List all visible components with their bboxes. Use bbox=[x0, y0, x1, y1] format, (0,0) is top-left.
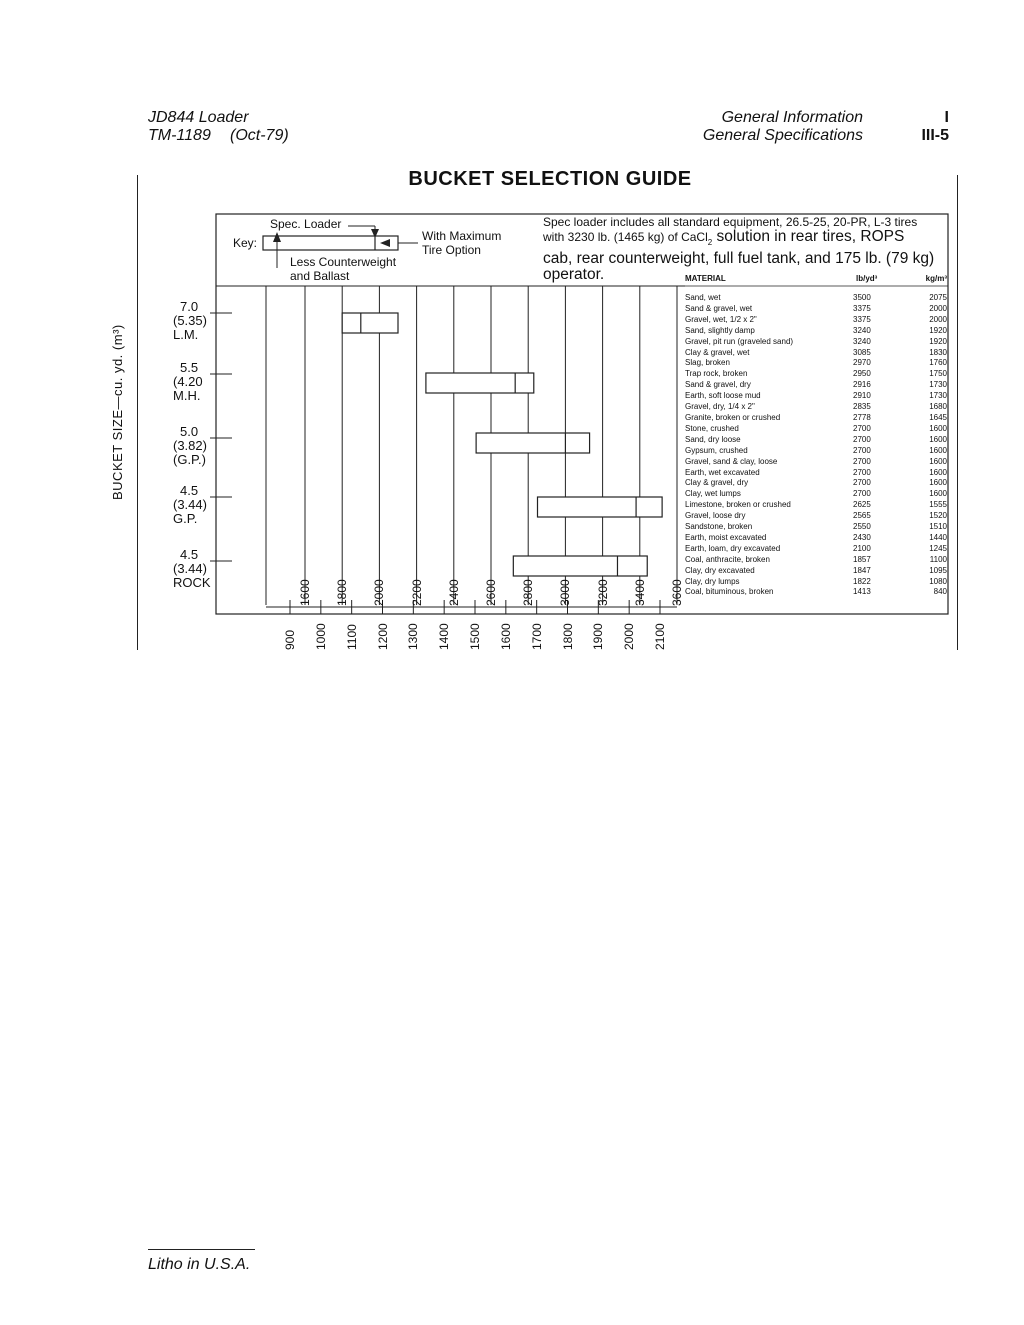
kg-tick-label: 1700 bbox=[529, 623, 544, 650]
material-lb: 1822 bbox=[853, 576, 871, 586]
lb-tick-label: 2000 bbox=[372, 579, 387, 606]
lb-tick-label: 1800 bbox=[335, 579, 350, 606]
bucket-bars bbox=[342, 313, 662, 576]
key-less-counterweight-1: Less Counterweight bbox=[290, 255, 397, 269]
material-name: Clay, dry excavated bbox=[685, 565, 755, 575]
material-lb: 2100 bbox=[853, 543, 871, 553]
material-lb: 2910 bbox=[853, 391, 871, 401]
material-name: Sand, wet bbox=[685, 293, 721, 302]
material-kg: 1600 bbox=[929, 445, 947, 455]
material-name: Clay & gravel, wet bbox=[685, 347, 750, 357]
material-row bbox=[685, 533, 947, 544]
material-kg: 1440 bbox=[929, 532, 947, 542]
y-label-size: 7.0 bbox=[180, 299, 199, 314]
y-axis-title: BUCKET SIZE—cu. yd. (m³) bbox=[110, 324, 125, 500]
material-kg: 1680 bbox=[929, 402, 947, 412]
material-row bbox=[685, 391, 947, 402]
material-row bbox=[685, 413, 947, 424]
material-kg: 1645 bbox=[929, 412, 947, 422]
bucket-bar bbox=[342, 313, 398, 333]
spec-note-line2-rest: solution in rear tires, ROPS bbox=[712, 228, 905, 245]
material-row bbox=[685, 337, 947, 348]
material-row bbox=[685, 402, 947, 413]
material-kg: 1095 bbox=[929, 565, 947, 575]
lb-tick-label: 2800 bbox=[521, 579, 536, 606]
material-row bbox=[685, 500, 947, 511]
material-lb: 2700 bbox=[853, 445, 871, 455]
material-name: Coal, bituminous, broken bbox=[685, 587, 774, 597]
page-number: III-5 bbox=[921, 127, 949, 144]
material-kg: 1830 bbox=[929, 347, 947, 357]
material-lb: 2916 bbox=[853, 380, 871, 390]
material-lb: 2700 bbox=[853, 423, 871, 433]
material-kg: 1600 bbox=[929, 456, 947, 466]
material-name: Granite, broken or crushed bbox=[685, 412, 781, 422]
material-kg: 2000 bbox=[929, 314, 947, 324]
y-label-type: (G.P.) bbox=[173, 452, 206, 467]
material-lb: 2550 bbox=[853, 522, 871, 532]
material-name: Earth, moist excavated bbox=[685, 532, 767, 542]
material-kg: 1730 bbox=[929, 391, 947, 401]
lb-tick-label: 3400 bbox=[632, 579, 647, 606]
key-max-tire-1: With Maximum bbox=[422, 229, 502, 243]
lb-tick-label: 3200 bbox=[595, 579, 610, 606]
y-label-type: L.M. bbox=[173, 327, 199, 342]
y-label-metric: (3.82) bbox=[173, 438, 207, 453]
material-name: Coal, anthracite, broken bbox=[685, 554, 770, 564]
material-kg: 1600 bbox=[929, 478, 947, 488]
material-kg: 1920 bbox=[929, 336, 947, 346]
material-lb: 2700 bbox=[853, 478, 871, 488]
spec-note-line3: cab, rear counterweight, full fuel tank, and 175 lb. (79 kg) bbox=[543, 250, 935, 268]
key-less-counterweight-2: and Ballast bbox=[290, 269, 350, 283]
kg-tick-label: 1000 bbox=[313, 623, 328, 650]
kg-tick-label: 2000 bbox=[622, 623, 637, 650]
y-label-size: 4.5 bbox=[180, 483, 199, 498]
y-label-size: 4.5 bbox=[180, 547, 199, 562]
material-table bbox=[685, 293, 947, 598]
key-label: Key: bbox=[233, 236, 258, 250]
material-lb: 3085 bbox=[853, 347, 871, 357]
material-kg: 1245 bbox=[929, 543, 947, 553]
material-kg: 1730 bbox=[929, 380, 947, 390]
material-kg: 1600 bbox=[929, 423, 947, 433]
kg-tick-label: 1400 bbox=[437, 623, 452, 650]
lb-tick-label: 3000 bbox=[558, 579, 573, 606]
model-name: JD844 Loader bbox=[148, 109, 249, 126]
kg-tick-label: 1100 bbox=[344, 624, 359, 650]
bucket-bar bbox=[476, 433, 589, 453]
y-label-metric: (4.20 bbox=[173, 374, 203, 389]
material-kg: 1750 bbox=[929, 369, 947, 379]
page-title: BUCKET SELECTION GUIDE bbox=[408, 168, 692, 190]
y-ticks bbox=[210, 313, 232, 561]
material-row bbox=[685, 315, 947, 326]
material-row bbox=[685, 424, 947, 435]
y-label-type: M.H. bbox=[173, 388, 201, 403]
kg-tick-label: 1200 bbox=[375, 623, 390, 650]
material-row bbox=[685, 348, 947, 359]
material-kg: 840 bbox=[933, 587, 947, 597]
material-name: Sand, slightly damp bbox=[685, 325, 755, 335]
y-label-size: 5.5 bbox=[180, 360, 199, 375]
kg-tick-label: 1500 bbox=[468, 623, 482, 650]
material-lb: 2430 bbox=[853, 532, 871, 542]
manual-date: (Oct-79) bbox=[230, 127, 289, 144]
lb-tick-label: 2600 bbox=[484, 579, 498, 606]
material-lb: 3500 bbox=[853, 293, 871, 302]
kg-tick-label: 2100 bbox=[653, 623, 667, 650]
material-kg: 1555 bbox=[929, 500, 947, 510]
material-row bbox=[685, 326, 947, 337]
spec-note bbox=[543, 216, 947, 283]
material-row bbox=[685, 369, 947, 380]
y-label-metric: (3.44) bbox=[173, 561, 207, 576]
material-name: Gravel, wet, 1/2 x 2" bbox=[685, 314, 757, 324]
material-lb: 3375 bbox=[853, 303, 871, 313]
material-kg: 1520 bbox=[929, 511, 947, 521]
material-lb: 2700 bbox=[853, 456, 871, 466]
material-row bbox=[685, 555, 947, 566]
material-name: Gravel, pit run (graveled sand) bbox=[685, 336, 794, 346]
material-header: MATERIAL bbox=[685, 274, 726, 283]
material-row bbox=[685, 511, 947, 522]
material-row bbox=[685, 478, 947, 489]
kg-tick-label: 1300 bbox=[406, 623, 421, 650]
material-lb: 1857 bbox=[853, 554, 871, 564]
material-row bbox=[685, 304, 947, 315]
lb-tick-label: 1600 bbox=[298, 579, 312, 606]
spec-note-line1: Spec loader includes all standard equipment, 26.5-25, 20-PR, L-3 tires bbox=[543, 215, 918, 229]
subsection-title: General Specifications bbox=[702, 127, 863, 144]
manual-number: TM-1189 bbox=[148, 127, 211, 144]
bucket-bar bbox=[538, 497, 663, 517]
material-name: Gravel, dry, 1/4 x 2" bbox=[685, 402, 755, 412]
material-name: Slag, broken bbox=[685, 358, 730, 368]
material-name: Limestone, broken or crushed bbox=[685, 500, 791, 510]
key-spec-loader: Spec. Loader bbox=[270, 217, 342, 231]
lb-header: lb/yd³ bbox=[856, 274, 878, 283]
material-name: Clay & gravel, dry bbox=[685, 478, 749, 488]
material-kg: 1510 bbox=[929, 522, 947, 532]
y-label-size: 5.0 bbox=[180, 424, 199, 439]
kg-header: kg/m³ bbox=[925, 274, 947, 283]
material-name: Earth, soft loose mud bbox=[685, 391, 761, 401]
material-row bbox=[685, 522, 947, 533]
material-name: Earth, loam, dry excavated bbox=[685, 543, 781, 553]
spec-note-line2: with 3230 lb. (1465 kg) of CaCl bbox=[543, 230, 708, 244]
material-row bbox=[685, 468, 947, 479]
material-name: Trap rock, broken bbox=[685, 369, 748, 379]
material-row bbox=[685, 293, 947, 304]
material-kg: 2075 bbox=[929, 293, 947, 302]
material-kg: 1600 bbox=[929, 467, 947, 477]
kg-tick-label: 1900 bbox=[591, 623, 606, 650]
material-name: Sand & gravel, dry bbox=[685, 380, 751, 390]
material-name: Sand, dry loose bbox=[685, 434, 741, 444]
y-label-metric: (3.44) bbox=[173, 497, 207, 512]
material-lb: 3240 bbox=[853, 325, 871, 335]
material-kg: 1920 bbox=[929, 325, 947, 335]
material-kg: 2000 bbox=[929, 303, 947, 313]
footer-text: Litho in U.S.A. bbox=[148, 1256, 251, 1273]
spec-note-line4: operator. bbox=[543, 266, 605, 284]
section-title: General Information bbox=[721, 109, 863, 126]
material-kg: 1080 bbox=[929, 576, 947, 586]
lb-tick-label: 2200 bbox=[409, 579, 424, 606]
material-name: Stone, crushed bbox=[685, 423, 739, 433]
material-lb: 2950 bbox=[853, 369, 871, 379]
section-number: I bbox=[944, 109, 949, 126]
material-lb: 3375 bbox=[853, 314, 871, 324]
material-lb: 2700 bbox=[853, 467, 871, 477]
material-row bbox=[685, 544, 947, 555]
material-name: Gravel, loose dry bbox=[685, 511, 746, 521]
material-row bbox=[685, 577, 947, 588]
bucket-bar bbox=[426, 373, 534, 393]
bucket-bar bbox=[513, 556, 647, 576]
material-name: Gypsum, crushed bbox=[685, 445, 748, 455]
material-name: Earth, wet excavated bbox=[685, 467, 760, 477]
material-lb: 1413 bbox=[853, 587, 871, 597]
material-row bbox=[685, 489, 947, 500]
material-row bbox=[685, 587, 947, 598]
y-label-metric: (5.35) bbox=[173, 313, 207, 328]
material-name: Sandstone, broken bbox=[685, 522, 753, 532]
material-name: Clay, dry lumps bbox=[685, 576, 740, 586]
material-row bbox=[685, 380, 947, 391]
material-lb: 2700 bbox=[853, 489, 871, 499]
kg-tick-label: 1800 bbox=[560, 623, 575, 650]
material-row bbox=[685, 446, 947, 457]
material-row bbox=[685, 457, 947, 468]
key-max-tire-2: Tire Option bbox=[422, 243, 481, 257]
material-lb: 2700 bbox=[853, 434, 871, 444]
material-name: Sand & gravel, wet bbox=[685, 303, 753, 313]
material-kg: 1600 bbox=[929, 434, 947, 444]
material-lb: 3240 bbox=[853, 336, 871, 346]
lb-tick-label: 3600 bbox=[670, 579, 684, 606]
kg-tick-label: 900 bbox=[283, 629, 297, 650]
material-lb: 2778 bbox=[853, 412, 871, 422]
material-kg: 1600 bbox=[929, 489, 947, 499]
material-name: Gravel, sand & clay, loose bbox=[685, 456, 778, 466]
material-kg: 1760 bbox=[929, 358, 947, 368]
material-lb: 2970 bbox=[853, 358, 871, 368]
material-kg: 1100 bbox=[929, 554, 947, 564]
kg-tick-label: 1600 bbox=[498, 623, 513, 650]
material-lb: 2835 bbox=[853, 402, 871, 412]
y-label-type: G.P. bbox=[173, 511, 198, 526]
material-row bbox=[685, 435, 947, 446]
material-row bbox=[685, 566, 947, 577]
lb-tick-label: 2400 bbox=[446, 579, 461, 606]
y-label-type: ROCK bbox=[173, 575, 211, 590]
material-lb: 2565 bbox=[853, 511, 871, 521]
material-lb: 2625 bbox=[853, 500, 871, 510]
material-row bbox=[685, 358, 947, 369]
kg-axis bbox=[266, 600, 677, 614]
material-lb: 1847 bbox=[853, 565, 871, 575]
material-name: Clay, wet lumps bbox=[685, 489, 741, 499]
spec-note-subscript: 2 bbox=[707, 238, 713, 248]
footer-rule bbox=[148, 1249, 255, 1250]
